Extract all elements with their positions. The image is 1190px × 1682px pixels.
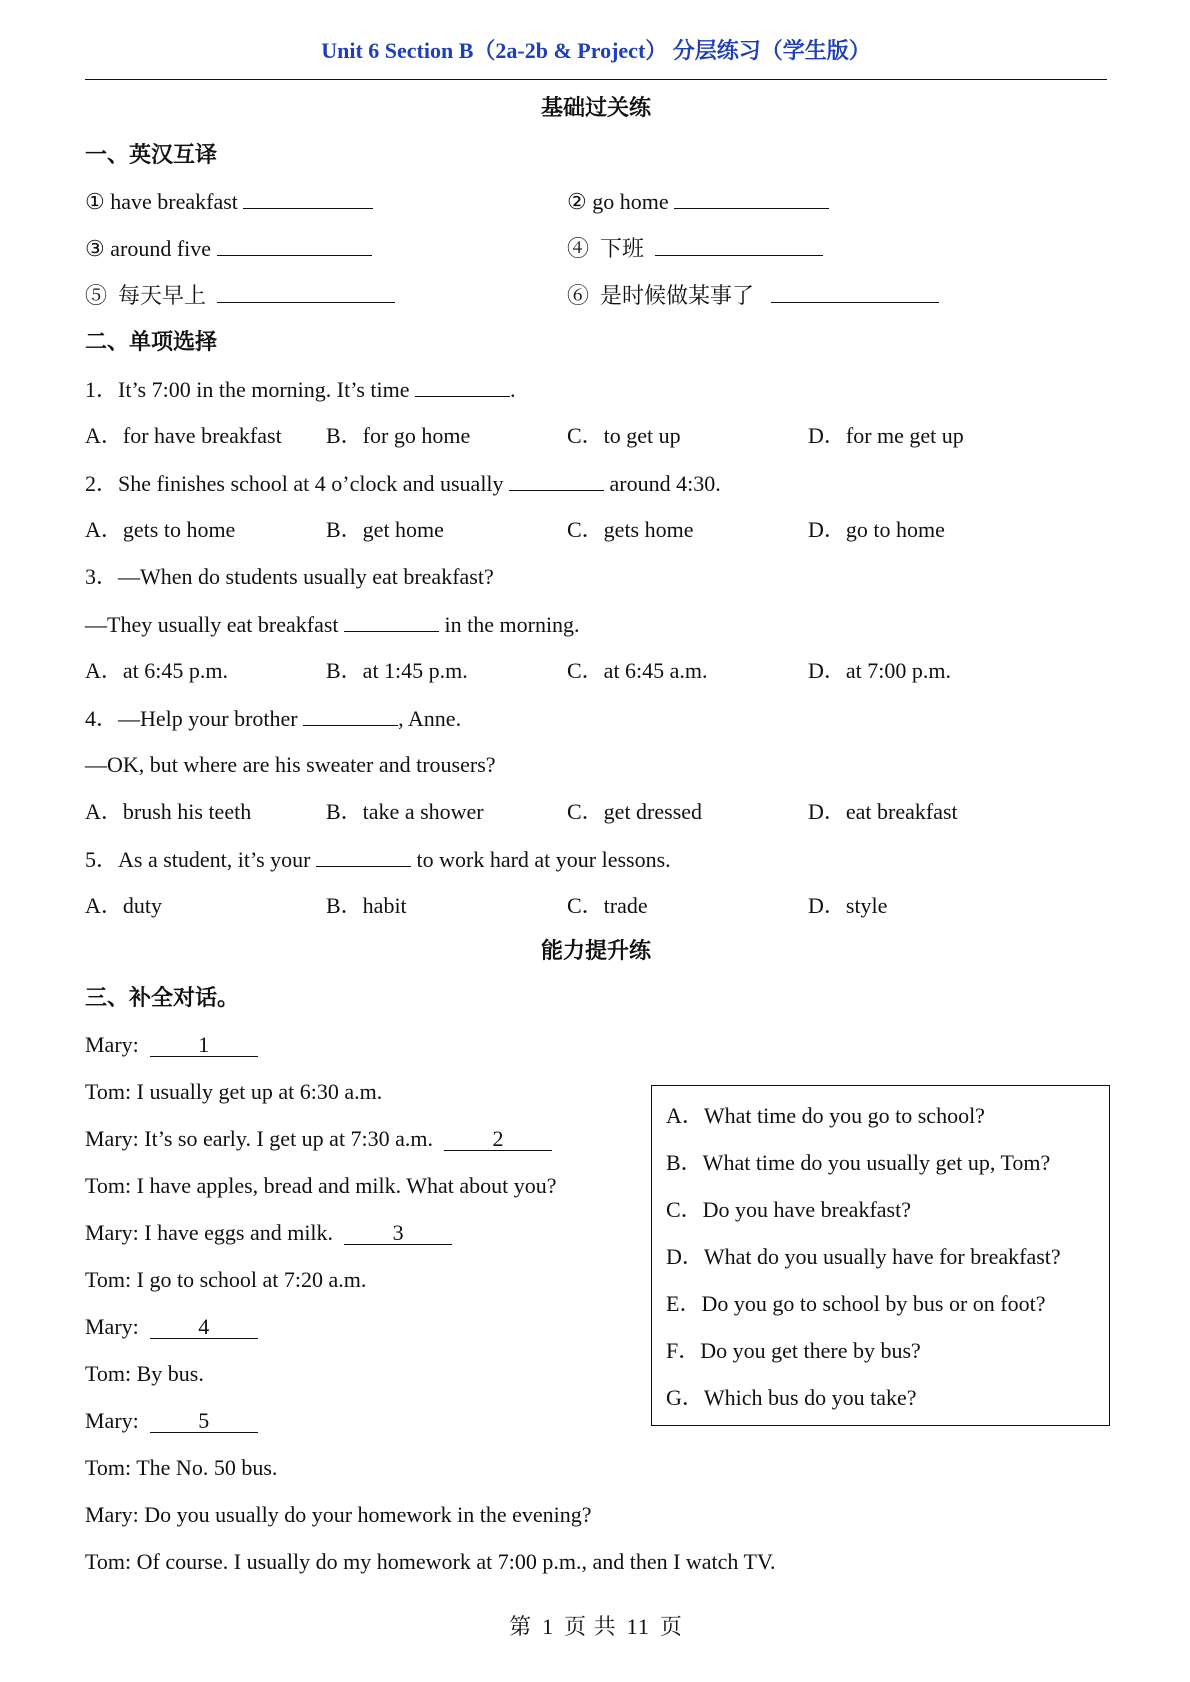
- translation-item-1: ① have breakfast: [85, 186, 373, 217]
- section3-title: 三、补全对话。: [85, 985, 240, 1010]
- part-ability-title: 能力提升练: [540, 938, 651, 963]
- answer-blank[interactable]: [771, 280, 939, 303]
- question-1-option-d[interactable]: D．for me get up: [808, 423, 964, 448]
- answer-blank[interactable]: [509, 468, 604, 491]
- question-3-stem: 3．—When do students usually eat breakfast?: [85, 564, 494, 589]
- question-4-option-c[interactable]: C．get dressed: [567, 799, 703, 824]
- document-title: Unit 6 Section B（2a-2b & Project） 分层练习（学生版）: [321, 38, 871, 63]
- dialogue-option-g[interactable]: G．Which bus do you take?: [666, 1385, 917, 1410]
- answer-blank[interactable]: [655, 233, 823, 256]
- question-3-response: —They usually eat breakfast in the morning.: [85, 609, 580, 640]
- dialogue-option-b[interactable]: B．What time do you usually get up, Tom?: [666, 1150, 1051, 1175]
- question-2-stem: 2．She finishes school at 4 o’clock and usually around 4:30.: [85, 468, 721, 499]
- dialogue-line-7: Mary: 4: [85, 1312, 258, 1342]
- question-3-option-a[interactable]: A．at 6:45 p.m.: [85, 658, 228, 683]
- answer-blank[interactable]: [243, 186, 373, 209]
- question-4-option-d[interactable]: D．eat breakfast: [808, 799, 958, 824]
- question-4-option-a[interactable]: A．brush his teeth: [85, 799, 252, 824]
- dialogue-option-d[interactable]: D．What do you usually have for breakfast?: [666, 1244, 1061, 1269]
- question-4-response: —OK, but where are his sweater and trousers?: [85, 752, 496, 777]
- dialogue-line-10: Tom: The No. 50 bus.: [85, 1455, 278, 1480]
- page-number: 1: [542, 1614, 555, 1639]
- question-2-option-b[interactable]: B．get home: [326, 517, 444, 542]
- answer-blank[interactable]: [344, 609, 439, 632]
- question-4-option-b[interactable]: B．take a shower: [326, 799, 484, 824]
- page-total: 11: [626, 1614, 650, 1639]
- question-3-option-b[interactable]: B．at 1:45 p.m.: [326, 658, 468, 683]
- question-1-option-c[interactable]: C．to get up: [567, 423, 681, 448]
- dialogue-option-f[interactable]: F．Do you get there by bus?: [666, 1338, 921, 1363]
- dialogue-line-1: Mary: 1: [85, 1030, 258, 1060]
- question-4-stem: 4．—Help your brother , Anne.: [85, 703, 461, 734]
- dialogue-line-12: Tom: Of course. I usually do my homework at 7:00 p.m., and then I watch TV.: [85, 1549, 776, 1574]
- question-2-option-d[interactable]: D．go to home: [808, 517, 945, 542]
- question-5-option-c[interactable]: C．trade: [567, 893, 648, 918]
- translation-item-2: ② go home: [567, 186, 829, 217]
- dialogue-blank-5[interactable]: 5: [150, 1410, 258, 1433]
- dialogue-line-4: Tom: I have apples, bread and milk. What about you?: [85, 1173, 557, 1198]
- dialogue-line-9: Mary: 5: [85, 1406, 258, 1436]
- answer-blank[interactable]: [217, 233, 372, 256]
- question-3-option-c[interactable]: C．at 6:45 a.m.: [567, 658, 708, 683]
- dialogue-blank-3[interactable]: 3: [344, 1222, 452, 1245]
- question-1-option-b[interactable]: B．for go home: [326, 423, 471, 448]
- translation-item-3: ③ around five: [85, 233, 372, 264]
- part-basic-title: 基础过关练: [540, 95, 651, 120]
- dialogue-line-5: Mary: I have eggs and milk. 3: [85, 1218, 452, 1248]
- answer-blank[interactable]: [303, 703, 398, 726]
- question-1-option-a[interactable]: A．for have breakfast: [85, 423, 282, 448]
- dialogue-option-a[interactable]: A．What time do you go to school?: [666, 1103, 985, 1128]
- dialogue-options-box: [651, 1085, 1110, 1426]
- answer-blank[interactable]: [415, 374, 510, 397]
- translation-item-4: ④ 下班: [567, 233, 823, 264]
- dialogue-line-8: Tom: By bus.: [85, 1361, 204, 1386]
- dialogue-line-11: Mary: Do you usually do your homework in the evening?: [85, 1502, 592, 1527]
- answer-blank[interactable]: [316, 844, 411, 867]
- section2-title: 二、单项选择: [85, 329, 218, 354]
- answer-blank[interactable]: [674, 186, 829, 209]
- translation-item-6: ⑥ 是时候做某事了: [567, 280, 939, 311]
- question-5-stem: 5．As a student, it’s your to work hard at your lessons.: [85, 844, 671, 875]
- dialogue-blank-2[interactable]: 2: [444, 1128, 552, 1151]
- page-footer: 第 1 页 共 11 页: [509, 1614, 683, 1639]
- dialogue-line-3: Mary: It’s so early. I get up at 7:30 a.m. 2: [85, 1124, 552, 1154]
- question-2-option-c[interactable]: C．gets home: [567, 517, 694, 542]
- question-2-option-a[interactable]: A．gets to home: [85, 517, 236, 542]
- question-5-option-d[interactable]: D．style: [808, 893, 888, 918]
- dialogue-blank-4[interactable]: 4: [150, 1316, 258, 1339]
- question-5-option-b[interactable]: B．habit: [326, 893, 407, 918]
- question-1-stem: 1．It’s 7:00 in the morning. It’s time .: [85, 374, 515, 405]
- header-divider: [85, 79, 1107, 80]
- dialogue-line-2: Tom: I usually get up at 6:30 a.m.: [85, 1079, 383, 1104]
- dialogue-option-c[interactable]: C．Do you have breakfast?: [666, 1197, 911, 1222]
- dialogue-line-6: Tom: I go to school at 7:20 a.m.: [85, 1267, 367, 1292]
- answer-blank[interactable]: [217, 280, 395, 303]
- question-5-option-a[interactable]: A．duty: [85, 893, 163, 918]
- translation-item-5: ⑤ 每天早上: [85, 280, 395, 311]
- section1-title: 一、英汉互译: [85, 142, 218, 167]
- dialogue-blank-1[interactable]: 1: [150, 1034, 258, 1057]
- question-3-option-d[interactable]: D．at 7:00 p.m.: [808, 658, 951, 683]
- dialogue-option-e[interactable]: E．Do you go to school by bus or on foot?: [666, 1291, 1046, 1316]
